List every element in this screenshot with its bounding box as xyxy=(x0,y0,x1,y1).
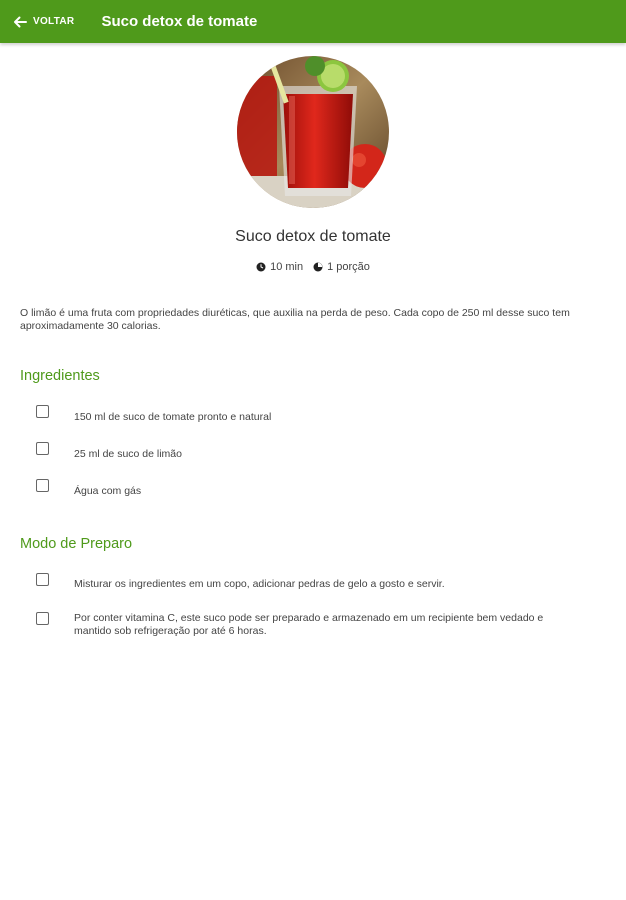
step-checkbox[interactable] xyxy=(36,573,49,586)
ingredient-text: Água com gás xyxy=(74,485,142,497)
step-checkbox[interactable] xyxy=(36,612,49,625)
recipe-image xyxy=(237,56,389,208)
clock-icon xyxy=(256,262,266,272)
ingredient-item xyxy=(36,442,596,461)
ingredient-text: 150 ml de suco de tomate pronto e natural xyxy=(74,411,272,423)
back-label: VOLTAR xyxy=(33,16,75,27)
ingredient-text: 25 ml de suco de limão xyxy=(74,448,182,460)
pie-chart-icon xyxy=(313,262,323,272)
recipe-meta xyxy=(0,261,626,273)
servings-value: 1 porção xyxy=(327,261,370,273)
time-info xyxy=(256,261,303,273)
step-text: Por conter vitamina C, este suco pode ser preparado e armazenado em um recipiente bem vedado e mantido sob refrigeração por até 6 horas. xyxy=(74,612,544,637)
preparation-heading: Modo de Preparo xyxy=(20,536,133,552)
ingredient-checkbox[interactable] xyxy=(36,442,49,455)
preparation-step xyxy=(36,612,596,638)
ingredients-heading: Ingredientes xyxy=(20,368,100,384)
recipe-title: Suco detox de tomate xyxy=(235,228,391,245)
step-text: Misturar os ingredientes em um copo, adicionar pedras de gelo a gosto e servir. xyxy=(74,578,445,590)
arrow-left-icon xyxy=(12,14,28,30)
back-button[interactable] xyxy=(12,0,74,43)
ingredient-checkbox[interactable] xyxy=(36,405,49,418)
app-bar-title: Suco detox de tomate xyxy=(101,13,258,30)
preparation-step xyxy=(36,573,596,591)
ingredient-checkbox[interactable] xyxy=(36,479,49,492)
ingredient-item xyxy=(36,479,596,498)
recipe-description: O limão é uma fruta com propriedades diuréticas, que auxilia na perda de peso. Cada copo de 250 ml desse suco tem aproximadamente 30 calorias. xyxy=(20,307,570,332)
app-bar xyxy=(0,0,626,43)
ingredient-item xyxy=(36,405,596,424)
servings-info xyxy=(313,261,370,273)
time-value: 10 min xyxy=(270,261,304,273)
